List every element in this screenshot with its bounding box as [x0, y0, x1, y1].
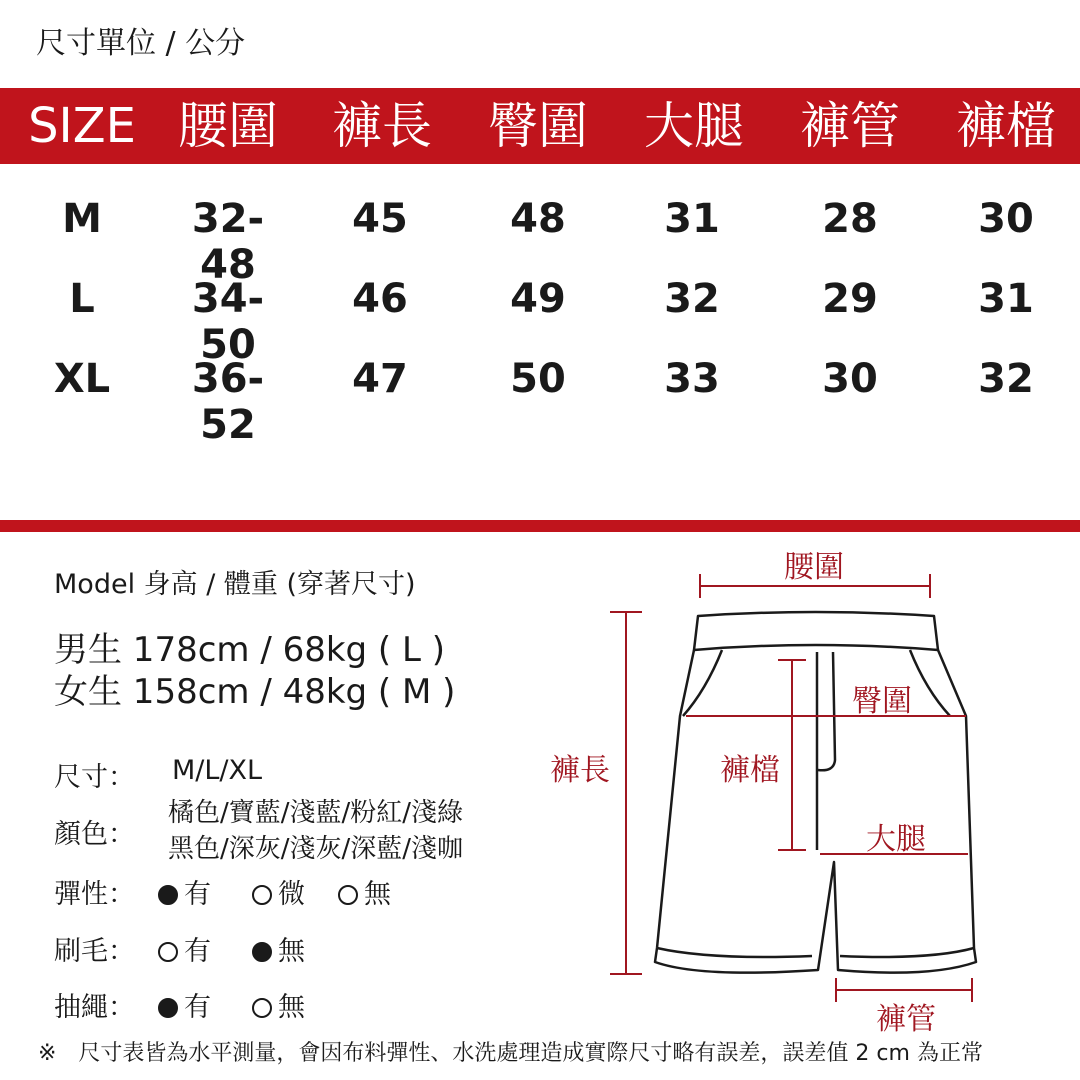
- waistband-outline: [694, 612, 938, 650]
- table-row-l-waist: 34-50: [191, 276, 265, 368]
- table-row-l-rise: 31: [978, 276, 1034, 322]
- empty-circle-icon: [158, 942, 178, 962]
- header-hip: 臀圍: [488, 97, 588, 155]
- table-row-m-rise: 30: [978, 196, 1034, 242]
- filled-circle-icon: [158, 998, 178, 1018]
- model-male: 男生 178cm / 68kg ( L ): [54, 630, 446, 670]
- brushed-option-label: 無: [278, 936, 305, 967]
- elastic-option-yes: [158, 872, 211, 911]
- table-row-m-length: 45: [352, 196, 408, 242]
- drawstring-option-no: [252, 985, 305, 1024]
- table-row-m-waist: 32-48: [191, 196, 265, 288]
- table-row-xl-thigh: 33: [664, 356, 720, 402]
- diagram-label-waist: 腰圍: [784, 550, 844, 585]
- color-line-2: 黑色/深灰/淺灰/深藍/淺咖: [168, 834, 464, 864]
- elastic-option-slight: [252, 872, 305, 911]
- header-waist: 腰圍: [178, 97, 278, 155]
- size-label: 尺寸：: [54, 762, 135, 793]
- diagram-label-hip: 臀圍: [852, 684, 912, 719]
- right-hem-line: [840, 948, 974, 957]
- elastic-option-label: 微: [278, 879, 305, 910]
- unit-label: 尺寸單位 / 公分: [36, 26, 246, 61]
- table-row-l-size: L: [69, 276, 95, 322]
- drawstring-label: 抽繩：: [54, 992, 135, 1023]
- header-length: 褲長: [332, 97, 432, 155]
- empty-circle-icon: [252, 885, 272, 905]
- brushed-label: 刷毛：: [54, 936, 135, 967]
- header-rise: 褲檔: [956, 97, 1056, 155]
- table-row-m-thigh: 31: [664, 196, 720, 242]
- diagram-label-length: 褲長: [550, 753, 610, 788]
- diagram-label-thigh: 大腿: [866, 822, 926, 857]
- table-row-xl-length: 47: [352, 356, 408, 402]
- table-row-l-hip: 49: [510, 276, 566, 322]
- diagram-label-rise: 褲檔: [720, 753, 780, 788]
- table-row-xl-hip: 50: [510, 356, 566, 402]
- elastic-option-label: 無: [364, 879, 391, 910]
- header-size: SIZE: [28, 98, 136, 154]
- drawstring-option-label: 無: [278, 992, 305, 1023]
- table-row-xl-rise: 32: [978, 356, 1034, 402]
- right-pocket: [910, 650, 950, 716]
- table-row-xl-size: XL: [53, 356, 111, 402]
- header-hem: 褲管: [800, 97, 900, 155]
- color-label: 顏色：: [54, 819, 135, 850]
- left-hem-line: [657, 948, 812, 957]
- table-row-m-size: M: [62, 196, 102, 242]
- color-line-1: 橘色/寶藍/淺藍/粉紅/淺綠: [168, 798, 464, 828]
- shorts-outline: [655, 650, 976, 973]
- model-title: Model 身高 / 體重 (穿著尺寸): [54, 569, 416, 600]
- elastic-option-no: [338, 872, 391, 911]
- size-value: M/L/XL: [172, 755, 263, 786]
- table-row-xl-hem: 30: [822, 356, 878, 402]
- model-female: 女生 158cm / 48kg ( M ): [54, 672, 456, 712]
- table-row-l-length: 46: [352, 276, 408, 322]
- fly-stitch: [818, 652, 835, 770]
- elastic-option-label: 有: [184, 879, 211, 910]
- elastic-label: 彈性：: [54, 879, 135, 910]
- brushed-option-no: [252, 929, 305, 968]
- header-thigh: 大腿: [644, 97, 744, 155]
- brushed-option-yes: [158, 929, 211, 968]
- table-row-l-hem: 29: [822, 276, 878, 322]
- empty-circle-icon: [252, 998, 272, 1018]
- filled-circle-icon: [158, 885, 178, 905]
- drawstring-option-yes: [158, 985, 211, 1024]
- empty-circle-icon: [338, 885, 358, 905]
- table-row-xl-waist: 36-52: [191, 356, 265, 448]
- brushed-option-label: 有: [184, 936, 211, 967]
- drawstring-option-label: 有: [184, 992, 211, 1023]
- section-divider: [0, 520, 1080, 532]
- table-row-m-hem: 28: [822, 196, 878, 242]
- filled-circle-icon: [252, 942, 272, 962]
- table-row-l-thigh: 32: [664, 276, 720, 322]
- table-row-m-hip: 48: [510, 196, 566, 242]
- footnote: ※ 尺寸表皆為水平測量，會因布料彈性、水洗處理造成實際尺寸略有誤差，誤差值 2 cm 為正常: [38, 1041, 983, 1066]
- diagram-label-hem: 褲管: [876, 1002, 936, 1037]
- left-pocket: [683, 650, 722, 716]
